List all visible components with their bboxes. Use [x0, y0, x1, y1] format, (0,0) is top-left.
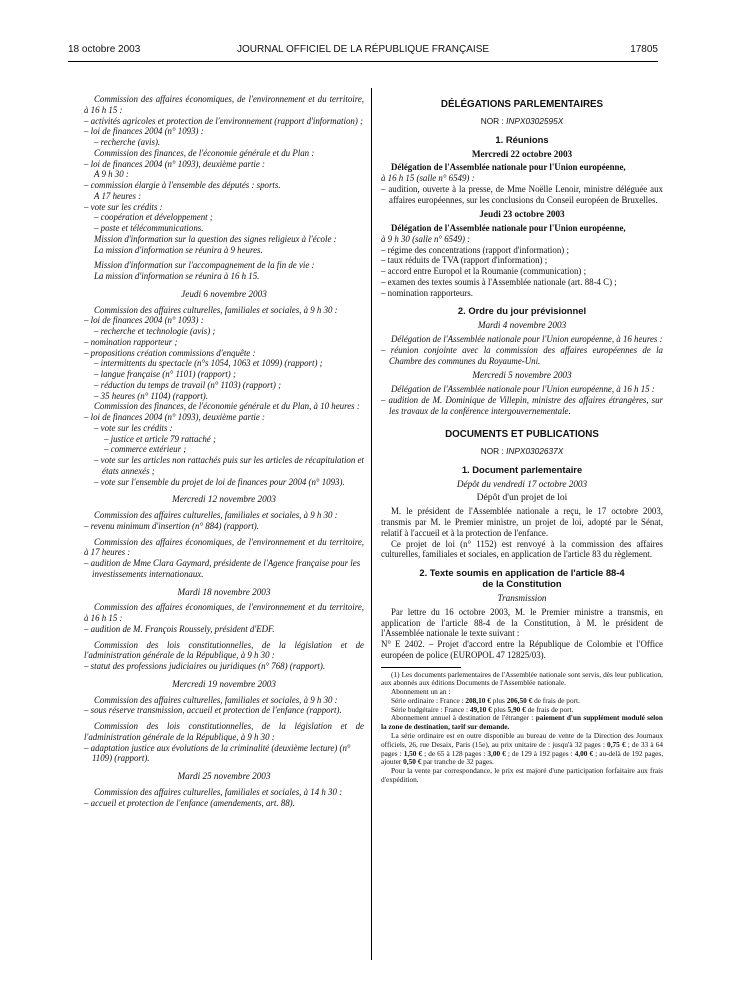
meeting-time: [381, 173, 663, 184]
footnote-text: [381, 732, 663, 767]
document-entry: N° E 2402. – Projet d'accord entre la République de Colombie et l'Office européen de police (EUROPOL 47 12825/03).: [381, 639, 663, 660]
agenda-item: – poste et télécommunications.: [94, 223, 204, 233]
committee-entry: Commission des affaires culturelles, familiales et sociales, à 14 h 30 :: [94, 786, 343, 797]
agenda-item: – audition de M. Dominique de Villepin, ministre des affaires étrangères, sur les travaux de la conférence intergouvernementale.: [381, 394, 663, 416]
committee-entry: Commission des affaires économiques, de l'environnement et du territoire, à 16 h 15 :: [84, 94, 364, 115]
agenda-item: – justice et article 79 rattaché ;: [104, 433, 216, 444]
agenda-item: – loi de finances 2004 (n° 1093) :: [84, 315, 204, 326]
date-heading: Mercredi 19 novembre 2003: [172, 678, 276, 689]
committee-entry: Commission des affaires culturelles, familiales et sociales, à 9 h 30 :: [94, 694, 338, 705]
nor-reference: [381, 116, 663, 127]
agenda-item: – régime des concentrations (rapport d'information) ;: [381, 244, 569, 255]
committee-entry: Commission des finances, de l'économie générale et du Plan, à 10 heures :: [94, 401, 360, 412]
deposit-title: Dépôt d'un projet de loi: [476, 491, 568, 503]
committee-entry: Commission des lois constitutionnelles, de la législation et de l'administration générale de la République, à 9 h 30 :: [84, 639, 364, 661]
price-value: 206,50 €: [506, 695, 533, 705]
committee-entry: Commission des affaires économiques, de l'environnement et du territoire, à 17 heures :: [84, 536, 364, 558]
price-value: 0,50 €: [403, 757, 422, 767]
agenda-item: – accord entre Europol et la Roumanie (communication) ;: [381, 266, 587, 276]
footnote-text-part: ; de 129 à 192 pages :: [505, 748, 575, 758]
footnote-text-part: ; de 33 à 64 pages :: [381, 739, 664, 758]
delegation-name: Délégation de l'Assemblée nationale pour l'Union européenne,: [391, 223, 626, 233]
header-page-number: 17805: [630, 44, 658, 55]
agenda-item: – réduction du temps de travail (n° 1103) (rapport) ;: [94, 379, 282, 390]
agenda-item: – loi de finances 2004 (n° 1093), deuxième partie :: [84, 412, 266, 422]
column-divider: [371, 88, 372, 960]
subsection-title: [381, 567, 663, 589]
nor-reference: [381, 446, 663, 457]
header-rule: [68, 61, 658, 62]
agenda-item: – revenu minimum d'insertion (n° 884) (rapport).: [84, 520, 259, 531]
agenda-item: – coopération et développement ;: [94, 212, 213, 223]
agenda-item: – vote sur les crédits :: [94, 422, 173, 433]
agenda-item: – statut des professions judiciaires ou juridiques (n° 768) (rapport).: [84, 661, 326, 671]
agenda-item: – examen des textes soumis à l'Assemblée nationale (art. 88-4 C) ;: [381, 276, 617, 287]
body-paragraph: M. le président de l'Assemblée nationale a reçu, le 17 octobre 2003, transmis par M. le Premier ministre, un projet de loi, adopté par le Sénat, relatif à l'accueil et à la protection de l'enfance.: [381, 506, 663, 538]
agenda-item: – loi de finances 2004 (n° 1093) :: [84, 126, 204, 137]
committee-entry: Commission des finances, de l'économie générale et du Plan :: [94, 147, 315, 158]
left-column: [84, 94, 364, 808]
footnote-text: [381, 714, 663, 732]
price-value: 208,10 €: [465, 695, 491, 705]
footnote-text-bold: paiement d'un supplément modulé selon la zone de destination, tarif sur demande.: [381, 713, 663, 732]
body-paragraph: Ce projet de loi (n° 1152) est renvoyé à la commission des affaires culturelles, familiales et sociales, en application de l'article 83 du règlement.: [381, 538, 663, 560]
footnote-text: Pour la vente par correspondance, le prix est majoré d'une participation forfaitaire aux frais d'expédition.: [381, 766, 663, 785]
mission-entry: Mission d'information sur la question des signes religieux à l'école :: [94, 233, 337, 244]
agenda-item: – réunion conjointe avec la commission des affaires européennes de la Chambre des communes du Royaume-Uni.: [381, 344, 663, 366]
price-label: Série ordinaire : France :: [391, 695, 466, 705]
meeting-time: [381, 234, 663, 245]
subsection-title: 1. Réunions: [495, 133, 549, 145]
agenda-item: – audition de M. François Roussely, président d'EDF.: [84, 623, 275, 634]
agenda-item: – accueil et protection de l'enfance (amendements, art. 88).: [84, 797, 295, 808]
subsection-title: 1. Document parlementaire: [461, 463, 583, 475]
price-text: de frais de port.: [525, 704, 574, 714]
date-heading: Mercredi 5 novembre 2003: [472, 370, 572, 381]
price-value: 49,10 €: [469, 704, 492, 714]
footnote-text-part: ; de 65 à 128 pages :: [422, 748, 488, 758]
nor-label: NOR :: [480, 446, 504, 456]
price-value: 5,90 €: [507, 704, 526, 714]
agenda-item: – commission élargie à l'ensemble des députés : sports.: [84, 180, 281, 190]
agenda-item: – nomination rapporteurs.: [381, 287, 473, 298]
nor-code: INPX0302637X: [506, 446, 564, 456]
footnote-rule: [381, 667, 461, 668]
agenda-item: – audition de Mme Clara Gaymard, présidente de l'Agence française pour les investissements internationaux.: [84, 558, 361, 579]
page-header: [68, 44, 658, 58]
agenda-item: – audition, ouverte à la presse, de Mme Noëlle Lenoir, ministre déléguée aux affaires européennes, sur les conclusions du Conseil européen de Bruxelles.: [381, 183, 663, 205]
agenda-item: – vote sur l'ensemble du projet de loi de finances pour 2004 (n° 1093).: [94, 476, 345, 487]
time-slot: A 17 heures :: [94, 190, 142, 201]
agenda-item: – activités agricoles et protection de l'environnement (rapport d'information) ;: [84, 115, 363, 126]
price-value: 0,75 €: [607, 739, 626, 749]
agenda-item: – intermittents du spectacle (n°s 1054, 1063 et 1099) (rapport) ;: [94, 358, 323, 369]
agenda-item: – commerce extérieur ;: [104, 444, 187, 455]
committee-entry: Commission des affaires culturelles, familiales et sociales, à 9 h 30 :: [94, 510, 338, 520]
date-heading: Mardi 25 novembre 2003: [177, 771, 271, 781]
agenda-item: – sous réserve transmission, accueil et protection de l'enfance (rapport).: [84, 705, 342, 716]
price-text: de frais de port.: [532, 695, 580, 705]
nor-label: NOR :: [480, 115, 504, 126]
subsection-title-line1: 2. Texte soumis en application de l'article 88-4: [419, 567, 625, 578]
committee-entry: Commission des lois constitutionnelles, de la législation et de l'administration générale de la République, à 9 h 30 :: [84, 721, 364, 742]
subsection-title-line2: de la Constitution: [482, 578, 562, 589]
header-title: JOURNAL OFFICIEL DE LA RÉPUBLIQUE FRANÇAISE: [236, 44, 490, 55]
price-value: 1,50 €: [403, 748, 423, 758]
time-slot: A 9 h 30 :: [94, 169, 129, 180]
agenda-item: – 35 heures (n° 1104) (rapport).: [94, 390, 208, 401]
meeting-time-text: à 16 h 15 (salle n° 6549) :: [381, 173, 475, 183]
right-column: [381, 94, 663, 785]
nor-code: INPX0302595X: [506, 115, 564, 126]
date-heading: Jeudi 6 novembre 2003: [181, 288, 267, 299]
price-label: Série budgétaire : France :: [391, 704, 470, 714]
date-heading: Dépôt du vendredi 17 octobre 2003: [456, 478, 588, 489]
agenda-item: – recherche (avis).: [94, 137, 161, 147]
footnote: [381, 671, 663, 785]
transmission-heading: Transmission: [497, 593, 547, 603]
section-title-delegations: DÉLÉGATIONS PARLEMENTAIRES: [440, 99, 604, 110]
mission-note: La mission d'information se réunira à 16 h 15.: [94, 271, 260, 281]
mission-entry: Mission d'information sur l'accompagnement de la fin de vie :: [94, 260, 315, 271]
agenda-item: – vote sur les articles non rattachés puis sur les articles de récapitulation et états annexés ;: [94, 455, 364, 476]
footnote-text-part: Abonnement annuel à destination de l'étranger :: [391, 713, 536, 723]
footnote-text-part: La série ordinaire est en outre disponible au bureau de vente de la Direction des Journaux officiels, 26, rue Desaix, Paris (15e), au prix unitaire de : jusqu'à 32 pages :: [381, 731, 663, 749]
delegation-entry: Délégation de l'Assemblée nationale pour l'Union européenne, à 16 h 15 :: [391, 384, 655, 394]
footnote-text-part: ; au-delà de 192 pages, ajouter: [381, 748, 664, 767]
date-heading: Mardi 18 novembre 2003: [177, 586, 271, 597]
mission-note: La mission d'information se réunira à 9 heures.: [94, 244, 263, 255]
date-heading: Mercredi 12 novembre 2003: [172, 494, 276, 505]
date-heading: Jeudi 23 octobre 2003: [479, 209, 565, 220]
date-heading: Mardi 4 novembre 2003: [477, 320, 567, 331]
agenda-item: – vote sur les crédits :: [84, 201, 163, 212]
agenda-item: – propositions création commissions d'enquête :: [84, 347, 256, 358]
delegation-name: Délégation de l'Assemblée nationale pour l'Union européenne,: [391, 162, 626, 173]
agenda-item: – recherche et technologie (avis) ;: [94, 326, 216, 336]
price-value: 4,00 €: [574, 748, 594, 758]
agenda-item: – adaptation justice aux évolutions de la criminalité (deuxième lecture) (n° 1109) (rapport).: [84, 742, 351, 764]
delegation-entry: Délégation de l'Assemblée nationale pour l'Union européenne, à 16 heures :: [391, 334, 663, 344]
price-text: plus: [490, 695, 507, 705]
agenda-item: – langue française (n° 1101) (rapport) ;: [94, 369, 236, 379]
footnote-text-part: par tranche de 32 pages.: [421, 757, 494, 767]
footnote-text: Abonnement un an :: [391, 687, 451, 697]
meeting-time-text: à 9 h 30 (salle n° 6549) :: [381, 233, 471, 244]
section-title-documents: DOCUMENTS ET PUBLICATIONS: [445, 429, 599, 441]
price-text: plus: [491, 704, 508, 714]
agenda-item: – loi de finances 2004 (n° 1093), deuxième partie :: [84, 158, 266, 169]
price-value: 3,00 €: [487, 748, 506, 758]
date-heading: Mercredi 22 octobre 2003: [471, 148, 573, 159]
committee-entry: Commission des affaires culturelles, familiales et sociales, à 9 h 30 :: [94, 304, 338, 315]
header-date: 18 octobre 2003: [68, 44, 141, 55]
body-paragraph: Par lettre du 16 octobre 2003, M. le Premier ministre a transmis, en application de l'article 88-4 de la Constitution, à M. le président de l'Assemblée nationale le texte suivant :: [381, 606, 663, 639]
agenda-item: – nomination rapporteur ;: [84, 336, 178, 347]
subsection-title: 2. Ordre du jour prévisionnel: [457, 305, 587, 317]
agenda-item: – taux réduits de TVA (rapport d'information) ;: [381, 255, 548, 266]
committee-entry: Commission des affaires économiques, de l'environnement et du territoire, à 16 h 15 :: [84, 602, 364, 623]
footnote-text: (1) Les documents parlementaires de l'Assemblée nationale sont servis, dès leur publication, aux abonnés aux éditions Documents de l'Assemblée nationale.: [381, 669, 663, 688]
